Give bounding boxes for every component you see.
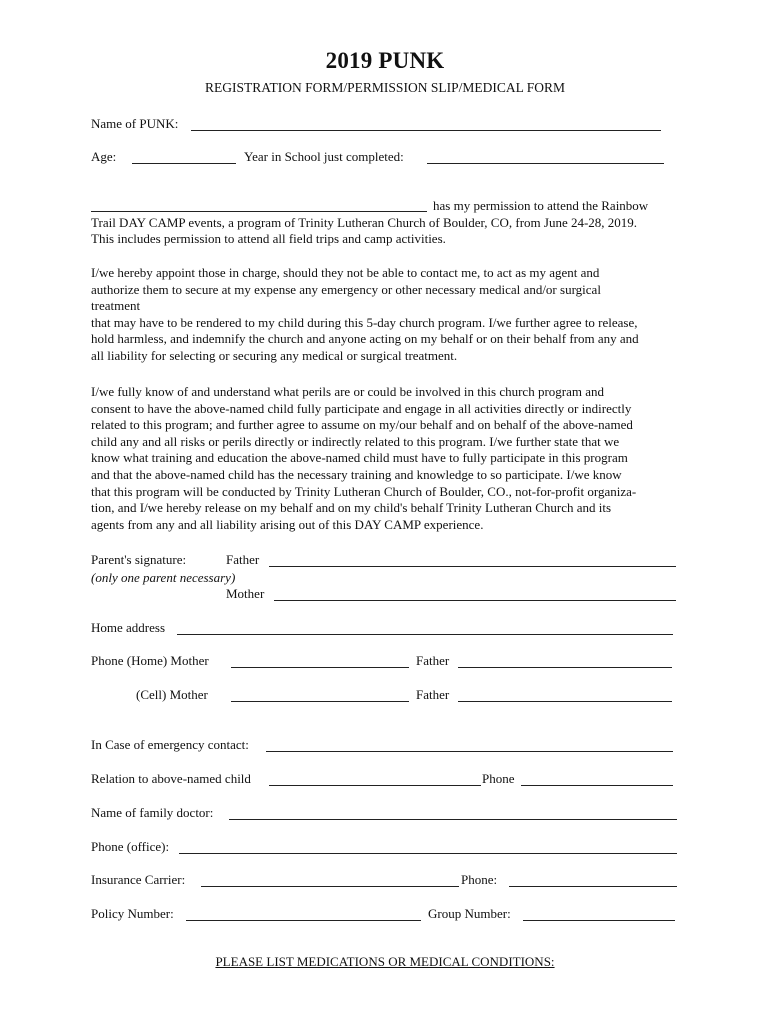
- cell-phone-mother-label: (Cell) Mother: [136, 687, 208, 702]
- home-address-label: Home address: [91, 620, 166, 635]
- policy-row: [91, 906, 681, 926]
- perils-line-1: I/we fully know of and understand what perils are or could be involved in this church program and: [91, 384, 604, 399]
- home-phone-father-field[interactable]: [458, 667, 672, 668]
- year-label: Year in School just completed:: [244, 149, 404, 164]
- relation-label: Relation to above-named child: [91, 771, 251, 786]
- home-phone-mother-label: Phone (Home) Mother: [91, 653, 209, 668]
- policy-field[interactable]: [186, 920, 421, 921]
- agent-paragraph: [91, 265, 691, 365]
- form-subtitle: REGISTRATION FORM/PERMISSION SLIP/MEDICAL FORM: [205, 80, 565, 95]
- cell-phone-father-label: Father: [416, 687, 450, 702]
- perils-line-9: agents from any and all liability arising out of this DAY CAMP experience.: [91, 516, 484, 532]
- child-name-field[interactable]: [91, 211, 427, 212]
- parent-signature-label: Parent's signature:: [91, 552, 187, 567]
- age-year-row: [91, 149, 671, 169]
- perils-line-2: consent to have the above-named child fully participate and engage in all activities directly or indirectly: [91, 400, 632, 416]
- age-label: Age:: [91, 149, 117, 164]
- signature-note: (only one parent necessary): [91, 570, 236, 585]
- insurance-field[interactable]: [201, 886, 459, 887]
- agent-line-5: hold harmless, and indemnify the church and anyone acting on my behalf or on their behalf from any and: [91, 331, 639, 347]
- relation-phone-label: Phone: [482, 771, 515, 786]
- permission-line-1: has my permission to attend the Rainbow: [433, 198, 649, 213]
- home-phone-father-label: Father: [416, 653, 450, 668]
- age-field[interactable]: [132, 163, 236, 164]
- permission-line-2: Trail DAY CAMP events, a program of Trinity Lutheran Church of Boulder, CO, from June 24-28, 2019.: [91, 214, 638, 230]
- cell-phone-father-field[interactable]: [458, 701, 672, 702]
- group-label: Group Number:: [428, 906, 511, 921]
- insurance-phone-field[interactable]: [509, 886, 677, 887]
- perils-line-8: tion, and I/we hereby release on my behalf and on my child's behalf Trinity Lutheran Church and its: [91, 500, 612, 516]
- mother-signature-label: Mother: [226, 586, 265, 601]
- office-phone-row: [91, 839, 681, 859]
- father-signature-field[interactable]: [269, 566, 676, 567]
- father-signature-row: [91, 552, 681, 572]
- agent-line-1: I/we hereby appoint those in charge, should they not be able to contact me, to act as my agent and: [91, 265, 600, 280]
- home-address-row: [91, 620, 681, 640]
- relation-row: [91, 771, 681, 791]
- office-phone-field[interactable]: [179, 853, 677, 854]
- mother-signature-row: [91, 586, 681, 606]
- year-field[interactable]: [427, 163, 664, 164]
- agent-line-6: all liability for selecting or securing any medical or surgical treatment.: [91, 347, 458, 363]
- perils-line-6: and that the above-named child has the necessary training and knowledge to so participate. I/we know: [91, 466, 622, 482]
- perils-line-7: that this program will be conducted by Trinity Lutheran Church of Boulder, CO., not-for-profit organiza-: [91, 483, 637, 499]
- doctor-row: [91, 805, 681, 825]
- cell-phone-mother-field[interactable]: [231, 701, 409, 702]
- doctor-field[interactable]: [229, 819, 677, 820]
- perils-line-4: child any and all risks or perils directly or indirectly related to this program. I/we further state that we: [91, 433, 620, 449]
- cell-phone-row: [91, 687, 681, 707]
- permission-paragraph: [91, 198, 691, 248]
- group-field[interactable]: [523, 920, 675, 921]
- emergency-contact-label: In Case of emergency contact:: [91, 737, 249, 752]
- policy-label: Policy Number:: [91, 906, 174, 921]
- emergency-contact-row: [91, 737, 681, 757]
- relation-phone-field[interactable]: [521, 785, 673, 786]
- agent-line-2: authorize them to secure at my expense any emergency or other necessary medical and/or surgical: [91, 281, 601, 297]
- office-phone-label: Phone (office):: [91, 839, 170, 854]
- doctor-label: Name of family doctor:: [91, 805, 214, 820]
- insurance-phone-label: Phone:: [461, 872, 498, 887]
- agent-line-3: treatment: [91, 298, 141, 314]
- insurance-row: [91, 872, 681, 892]
- perils-paragraph: [91, 384, 691, 533]
- home-address-field[interactable]: [177, 634, 673, 635]
- home-phone-mother-field[interactable]: [231, 667, 409, 668]
- permission-line-3: This includes permission to attend all field trips and camp activities.: [91, 231, 446, 247]
- perils-line-5: know what training and education the above-named child must have to fully participate in this program: [91, 450, 628, 466]
- perils-line-3: related to this program; and further agree to assume on my/our behalf and on behalf of the above-named: [91, 417, 633, 433]
- emergency-contact-field[interactable]: [266, 751, 673, 752]
- name-label: Name of PUNK:: [91, 116, 179, 131]
- father-signature-label: Father: [226, 552, 260, 567]
- name-row: [91, 116, 671, 136]
- home-phone-row: [91, 653, 681, 673]
- medications-heading: PLEASE LIST MEDICATIONS OR MEDICAL CONDITIONS:: [215, 954, 555, 969]
- name-field[interactable]: [191, 130, 661, 131]
- form-title: 2019 PUNK: [325, 48, 445, 73]
- mother-signature-field[interactable]: [274, 600, 676, 601]
- relation-field[interactable]: [269, 785, 481, 786]
- insurance-label: Insurance Carrier:: [91, 872, 186, 887]
- agent-line-4: that may have to be rendered to my child during this 5-day church program. I/we further agree to release,: [91, 314, 638, 330]
